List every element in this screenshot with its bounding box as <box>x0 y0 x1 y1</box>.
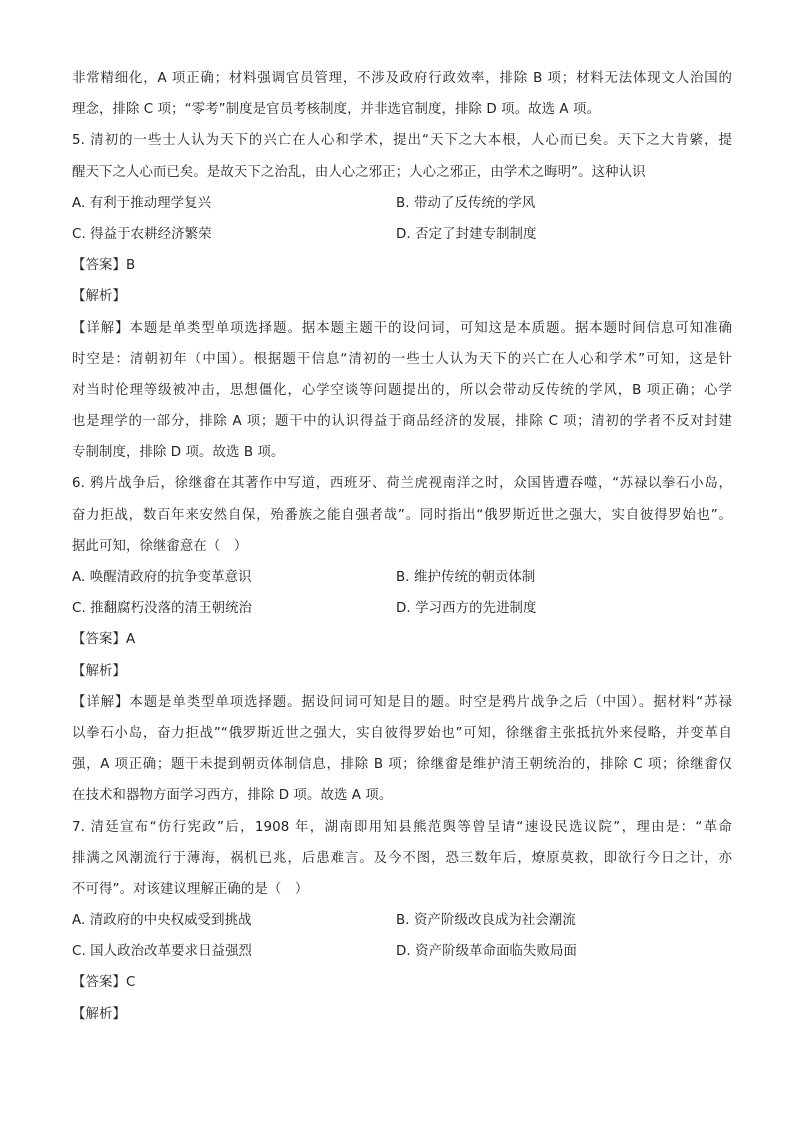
detail-line: 专制制度，排除 D 项。故选 B 项。 <box>72 445 285 461</box>
detail-line: 【详解】本题是单类型单项选择题。据本题主题干的设问词，可知这是本质题。据本题时间信息可知准确 <box>72 320 732 336</box>
option-b: B. 资产阶级改良成为社会潮流 <box>396 913 576 929</box>
detail-line: 【详解】本题是单类型单项选择题。据设问词可知是目的题。时空是鸦片战争之后（中国）。据材料“苏禄 <box>72 694 732 710</box>
options-row <box>72 936 732 967</box>
answer-line: 【答案】C <box>72 975 136 991</box>
question-stem-line: 6. 鸦片战争后，徐继畬在其著作中写道，西班牙、荷兰虎视南洋之时，众国皆遭吞噬，“苏禄以拳石小岛， <box>72 476 732 492</box>
detail-line: 在技术和器物方面学习西方，排除 D 项。故选 A 项。 <box>72 788 393 804</box>
option-a: A. 唤醒清政府的抗争变革意识 <box>72 570 252 585</box>
option-d: D. 资产阶级革命面临失败局面 <box>396 944 578 960</box>
options-row <box>72 562 732 593</box>
detail-line: 以拳石小岛，奋力拒战”“俄罗斯近世之强大，实自彼得罗始也”可知，徐继畬主张抵抗外来侵略，并变革自 <box>72 725 732 741</box>
previous-explanation <box>72 63 732 125</box>
detail-line: 强，A 项正确；题干未提到朝贡体制信息，排除 B 项；徐继畬是维护清王朝统治的，排除 C 项；徐继畬仅 <box>72 757 732 773</box>
option-b: B. 维护传统的朝贡体制 <box>396 570 536 585</box>
options-row <box>72 188 732 219</box>
option-d: D. 学习西方的先进制度 <box>396 601 537 617</box>
options-row <box>72 593 732 624</box>
text-line: 非常精细化，A 项正确；材料强调官员管理，不涉及政府行政效率，排除 B 项；材料无法体现文人治国的 <box>72 71 732 86</box>
options-row <box>72 219 732 250</box>
question-stem-line: 醒天下之人心而已矣。是故天下之治乱，由人心之邪正；人心之邪正，由学术之晦明”。这种认识 <box>72 164 646 180</box>
detail-line: 也是理学的一部分，排除 A 项；题干中的认识得益于商品经济的发展，排除 C 项；清初的学者不反对封建 <box>72 414 732 430</box>
analysis-label: 【解析】 <box>72 1006 126 1022</box>
detail-line: 时空是：清朝初年（中国）。根据题干信息“清初的一些士人认为天下的兴亡在人心和学术”可知，这是针 <box>72 351 732 367</box>
question-stem-line: 不可得”。对该建议理解正确的是（ ） <box>72 881 309 897</box>
question-stem-line: 据此可知，徐继畬意在（ ） <box>72 538 248 554</box>
analysis-label: 【解析】 <box>72 289 126 305</box>
text-line: 理念，排除 C 项；“零考”制度是官员考核制度，并非选官制度，排除 D 项。故选 A 项。 <box>72 102 601 118</box>
option-b: B. 带动了反传统的学风 <box>396 195 536 211</box>
option-c: C. 国人政治改革要求日益强烈 <box>72 944 253 960</box>
option-a: A. 清政府的中央权威受到挑战 <box>72 913 252 929</box>
option-a: A. 有利于推动理学复兴 <box>72 195 212 211</box>
question-stem-line: 奋力拒战，数百年来安然自保，殆番族之能自强者哉”。同时指出“俄罗斯近世之强大，实自彼得罗始也”。 <box>72 507 732 523</box>
question-5 <box>72 125 732 468</box>
question-6 <box>72 468 732 811</box>
detail-line: 对当时伦理等级被冲击，思想僵化，心学空谈等问题提出的，所以会带动反传统的学风，B 项正确；心学 <box>72 382 732 398</box>
document-page <box>72 63 732 1030</box>
options-row <box>72 905 732 936</box>
analysis-label: 【解析】 <box>72 663 126 679</box>
option-c: C. 得益于农耕经济繁荣 <box>72 226 212 242</box>
question-stem-line: 排满之风潮流行于薄海，祸机已兆，后患难言。及今不图，恐三数年后，燎原莫救，即欲行今日之计，亦 <box>72 850 732 866</box>
answer-line: 【答案】A <box>72 632 136 648</box>
question-stem-line: 5. 清初的一些士人认为天下的兴亡在人心和学术，提出“天下之大本根，人心而已矣。天下之大肯綮，提 <box>72 133 732 149</box>
option-d: D. 否定了封建专制制度 <box>396 226 537 242</box>
question-7 <box>72 812 732 1030</box>
question-stem-line: 7. 清廷宣布“仿行宪政”后，1908 年，湖南即用知县熊范舆等曾呈请“速设民选议院”，理由是：“革命 <box>72 819 732 835</box>
answer-line: 【答案】B <box>72 258 136 274</box>
option-c: C. 推翻腐朽没落的清王朝统治 <box>72 601 253 617</box>
